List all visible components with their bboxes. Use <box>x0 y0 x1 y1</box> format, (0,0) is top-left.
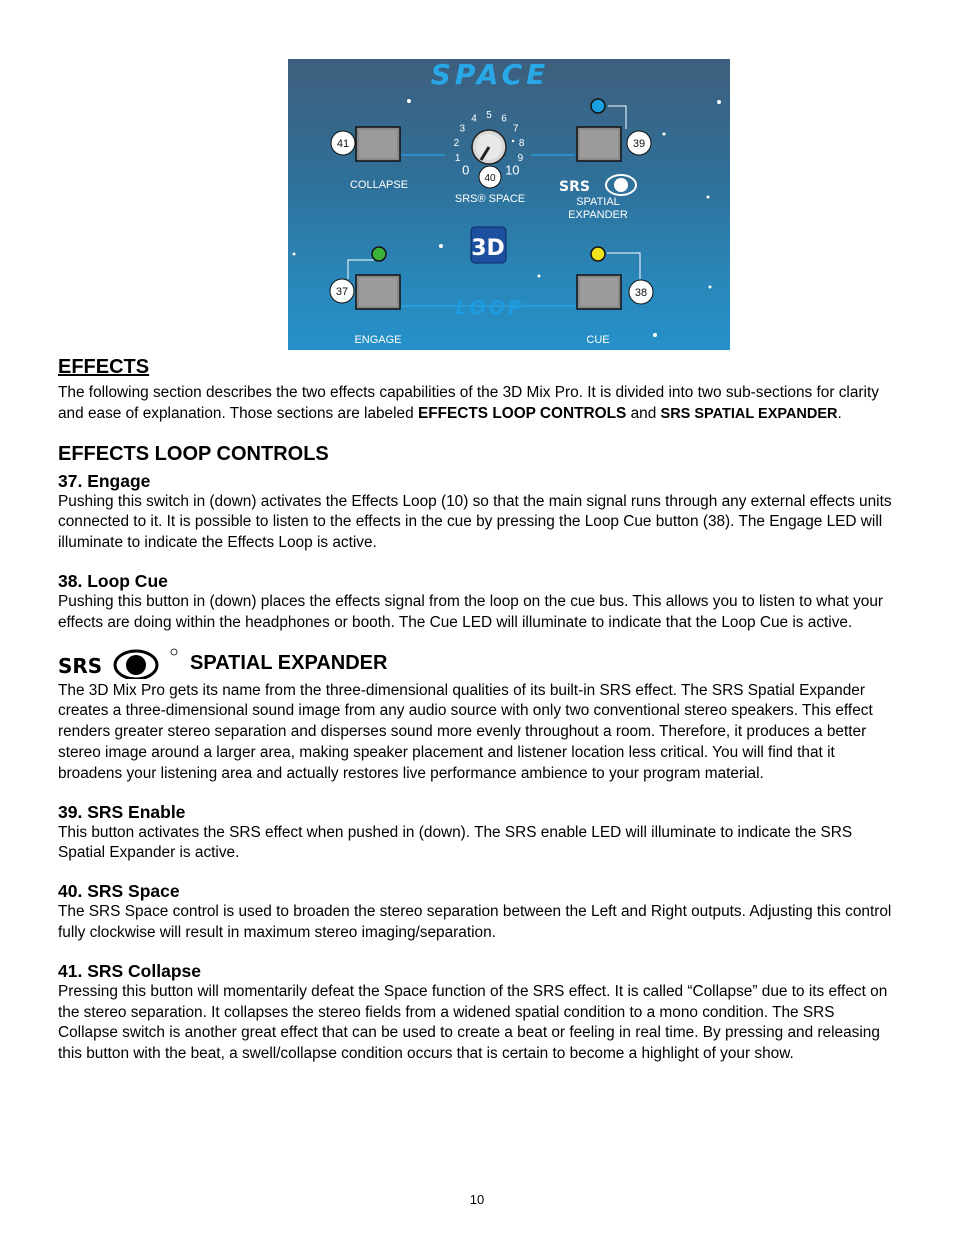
srs-space-heading: 40. SRS Space <box>58 881 180 902</box>
callout-39: 39 <box>632 138 646 150</box>
dial-tick-9: 9 <box>517 153 524 165</box>
panel-srs-logo <box>559 175 636 195</box>
callout-38: 38 <box>634 287 648 299</box>
cue-button-graphic <box>577 275 621 309</box>
svg-text:SRS: SRS <box>58 653 103 678</box>
engage-heading: 37. Engage <box>58 470 151 491</box>
srs-collapse-text: Pressing this button will momentarily defeat the Space function of the SRS effect. It is called “Collapse” due to its effect on the stereo separation. It collapses the stereo fields from a widened spatial condition to a mono condition. The SRS Collapse switch is another great effect that can be used to create a beat or feeling in real time. By pressing and releasing this button with the beat, a swell/collapse condition occurs that is certain to become a highlight of your show. <box>58 982 888 1063</box>
engage-label: ENGAGE <box>354 334 402 346</box>
dial-tick-3: 3 <box>459 123 466 135</box>
collapse-button-graphic <box>356 127 400 161</box>
srs-enable-text: This button activates the SRS effect when pushed in (down). The SRS enable LED will illuminate to indicate the SRS Spatial Expander is active. <box>58 823 853 862</box>
dial-tick-4: 4 <box>471 113 477 125</box>
engage-text: Pushing this switch in (down) activates the Effects Loop (10) so that the main signal runs through any external effects units connected to it. It is possible to listen to the effects in the cue by pressing the Loop Cue button (38). The Engage LED will illuminate to indicate the Effects Loop is active. <box>58 492 892 552</box>
svg-text:SRS: SRS <box>559 179 590 195</box>
page-number: 10 <box>469 1192 485 1207</box>
srs-collapse-heading: 41. SRS Collapse <box>58 960 201 981</box>
collapse-label: COLLAPSE <box>349 179 409 191</box>
dial-tick-10: 10 <box>505 162 520 178</box>
srs-enable-heading: 39. SRS Enable <box>58 801 186 822</box>
dial-tick-6: 6 <box>501 113 507 125</box>
srs-led <box>591 99 605 113</box>
engage-led <box>372 247 386 261</box>
dial-tick-2: 2 <box>453 137 460 149</box>
3d-logo <box>471 227 506 263</box>
srs-space-label: SRS® SPACE <box>454 193 526 205</box>
srs-enable-button-graphic <box>577 127 621 161</box>
callout-40: 40 <box>484 173 496 184</box>
dial-tick-8: 8 <box>518 137 525 149</box>
spatial-label: SPATIAL <box>576 196 620 208</box>
callout-37: 37 <box>335 286 349 298</box>
dial-tick-0: 0 <box>462 162 470 178</box>
effects-intro: The following section describes the two effects capabilities of the 3D Mix Pro. It is divided into two sub-sections for clarity and ease of explanation. Those sections are labeled EFFECTS LOOP CONTROLS and SRS SPATIAL EXPANDER. <box>58 384 879 422</box>
srs-logo-icon <box>58 647 180 679</box>
expander-label: EXPANDER <box>568 209 628 221</box>
loop-controls-heading: EFFECTS LOOP CONTROLS <box>58 442 329 465</box>
svg-text:3D: 3D <box>471 236 505 261</box>
effects-heading: EFFECTS <box>58 356 150 378</box>
callout-41: 41 <box>336 138 350 150</box>
dial-tick-7: 7 <box>512 123 519 135</box>
spatial-expander-text: The 3D Mix Pro gets its name from the three-dimensional qualities of its built-in SRS effect. The SRS Spatial Expander creates a three-dimensional sound image from any audio source with only two conventional stereo speakers. This effect renders greater stereo separation and disperses sound more evenly throughout a room. Therefore, it produces a better stereo image around a larger area, making speaker placement and listener location less critical. You will find that it broadens your listening area and actually restores live performance ambience to your program material. <box>58 681 873 782</box>
effects-panel-illustration <box>288 59 730 350</box>
loop-cue-text: Pushing this button in (down) places the effects signal from the loop on the cue bus. This allows you to listen to what your effects are doing within the headphones or booth. The Cue LED will illuminate to indicate that the Loop Cue is active. <box>58 592 884 631</box>
engage-button-graphic <box>356 275 400 309</box>
dial-tick-5: 5 <box>486 110 492 121</box>
dial-tick-1: 1 <box>454 153 461 165</box>
cue-label: CUE <box>586 334 610 346</box>
loop-cue-heading: 38. Loop Cue <box>58 570 168 591</box>
document-body <box>58 355 898 1065</box>
space-title: SPACE <box>430 59 550 91</box>
srs-space-text: The SRS Space control is used to broaden the stereo separation between the Left and Right outputs. Adjusting this control fully clockwise will result in maximum stereo imaging/separation. <box>58 903 892 941</box>
spatial-expander-heading <box>58 647 898 679</box>
cue-led <box>591 247 605 261</box>
srs-space-knob <box>472 130 506 164</box>
loop-title: LOOP <box>455 297 525 319</box>
spatial-expander-title: SPATIAL EXPANDER <box>190 651 388 674</box>
